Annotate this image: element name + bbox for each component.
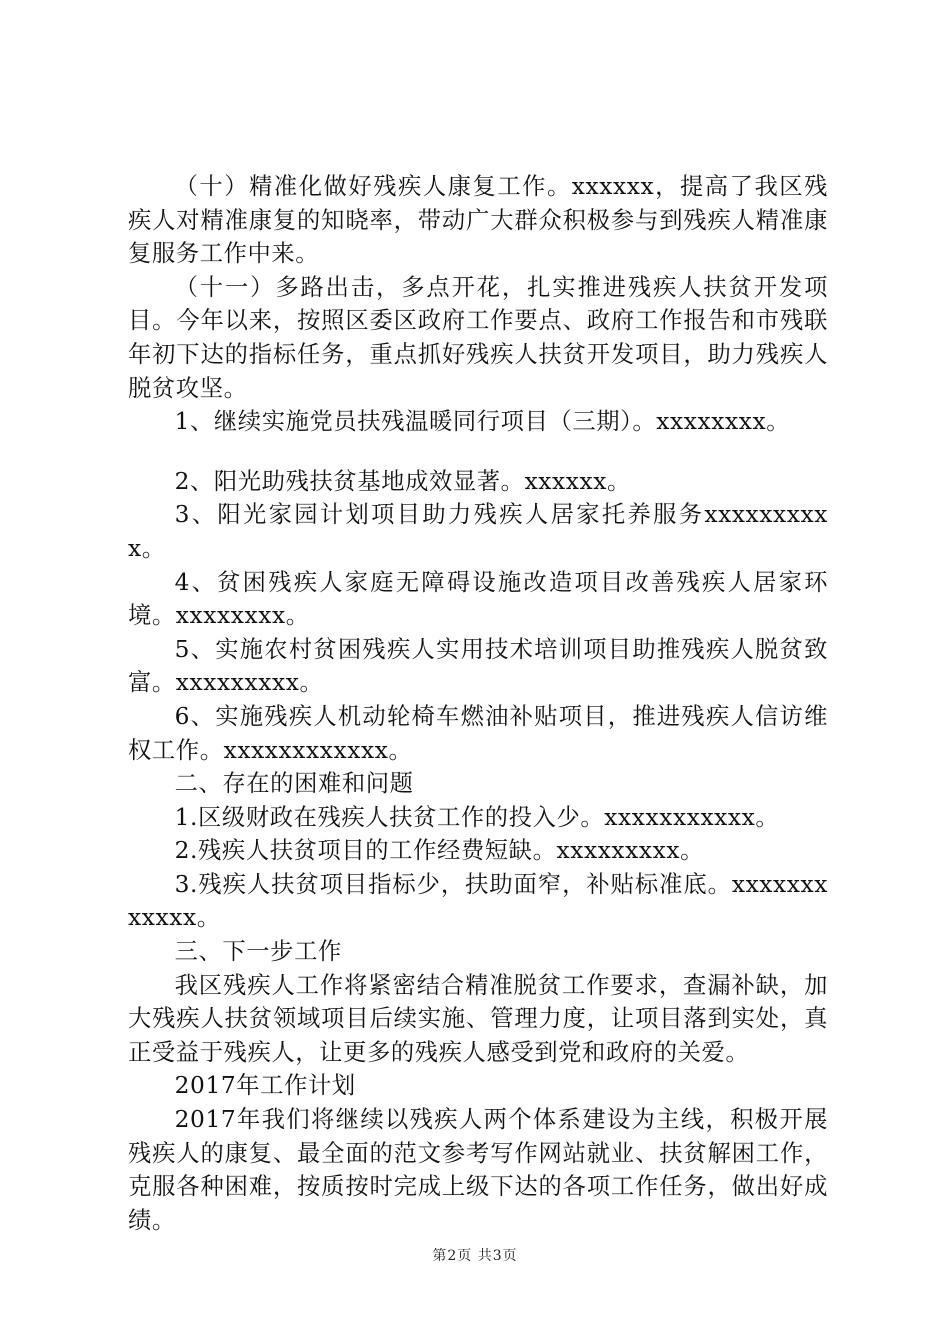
list-item-1: 1、继续实施党员扶残温暖同行项目（三期）。xxxxxxxx。 — [174, 408, 791, 436]
list-item-3: 3、阳光家园计划项目助力残疾人居家托养服务xxxxxxxxxx。 — [128, 501, 828, 562]
problem-item-2: 2.残疾人扶贫项目的工作经费短缺。xxxxxxxxx。 — [174, 837, 705, 865]
paragraph-poverty-projects: （十一）多路出击，多点开花，扎实推进残疾人扶贫开发项目。今年以来，按照区委区政府工作要点、政府工作报告和市残联年初下达的指标任务，重点抓好残疾人扶贫开发项目，助力残疾人脱贫攻坚。 — [128, 273, 828, 402]
problem-item-1: 1.区级财政在残疾人扶贫工作的投入少。xxxxxxxxxxx。 — [174, 803, 780, 831]
list-item-2: 2、阳光助残扶贫基地成效显著。xxxxxx。 — [174, 467, 631, 495]
problem-item-3: 3.残疾人扶贫项目指标少，扶助面窄，补贴标准底。xxxxxxxxxxxx。 — [128, 870, 828, 932]
paragraph-rehab-work: （十）精准化做好残疾人康复工作。xxxxxx，提高了我区残疾人对精准康复的知晓率，带动广大群众积极参与到残疾人精准康复服务工作中来。 — [128, 173, 828, 268]
page-footer: 第2页 共3页 — [432, 1248, 518, 1264]
section-heading-problems: 二、存在的困难和问题 — [174, 770, 414, 798]
list-item-6: 6、实施残疾人机动轮椅车燃油补贴项目，推进残疾人信访维权工作。xxxxxxxxxxxx。 — [128, 702, 828, 764]
section-heading-next-steps: 三、下一步工作 — [174, 938, 342, 966]
blank-line — [128, 439, 828, 465]
paragraph-next-steps: 我区残疾人工作将紧密结合精准脱贫工作要求，查漏补缺，加大残疾人扶贫领域项目后续实施、管理力度，让项目落到实处，真正受益于残疾人，让更多的残疾人感受到党和政府的关爱。 — [128, 971, 828, 1066]
list-item-4: 4、贫困残疾人家庭无障碍设施改造项目改善残疾人居家环境。xxxxxxxx。 — [128, 568, 828, 630]
list-item-5: 5、实施农村贫困残疾人实用技术培训项目助推残疾人脱贫致富。xxxxxxxxx。 — [128, 635, 828, 697]
document-body — [128, 170, 828, 1237]
paragraph-plan: 2017年我们将继续以残疾人两个体系建设为主线，积极开展残疾人的康复、最全面的范文参考写作网站就业、扶贫解困工作，克服各种困难，按质按时完成上级下达的各项工作任务，做出好成绩。 — [128, 1106, 828, 1234]
section-heading-plan: 2017年工作计划 — [174, 1072, 356, 1100]
